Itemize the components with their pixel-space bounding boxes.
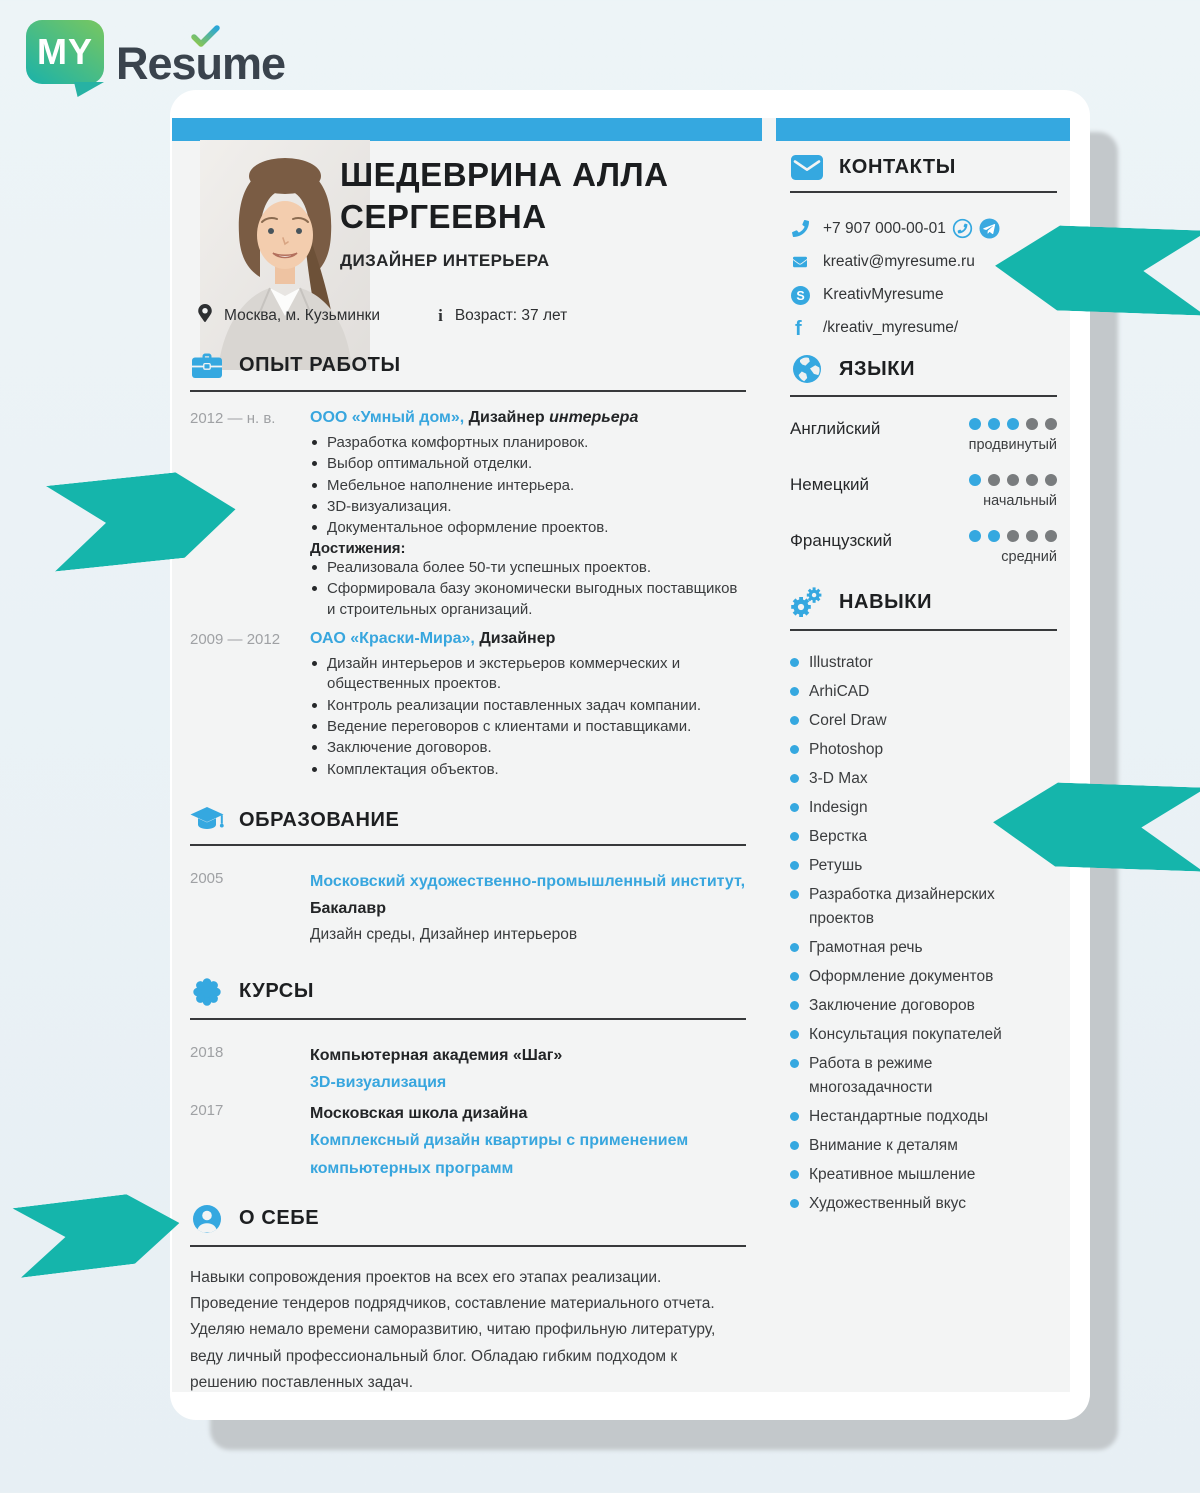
language-level-block: [969, 418, 1057, 453]
language-level-block: [969, 474, 1057, 509]
skill-item: Работа в режиме многозадачности: [790, 1052, 1027, 1100]
level-dot: [988, 474, 1000, 486]
contact-value: +7 907 000-00-01: [823, 219, 946, 237]
education-body: [310, 868, 746, 949]
job-body: [310, 629, 746, 781]
badge-seal-icon: [190, 977, 224, 1007]
education-period: 2005: [190, 870, 224, 888]
skill-item: Corel Draw: [790, 709, 1027, 733]
experience-list: [190, 408, 746, 781]
level-dot: [969, 474, 981, 486]
duty-item: Комплектация объектов.: [310, 760, 746, 780]
telegram-icon[interactable]: [979, 218, 1000, 239]
svg-text:f: f: [795, 318, 802, 338]
email-icon: [790, 255, 810, 269]
person-icon: [190, 1204, 224, 1234]
experience-heading: ОПЫТ РАБОТЫ: [239, 354, 401, 376]
language-name: Французский: [790, 531, 892, 550]
header-accent-bar-right: [776, 118, 1070, 141]
basic-info-row: [198, 304, 567, 327]
course-name[interactable]: Комплексный дизайн квартиры с применением компьютерных программ: [310, 1132, 689, 1177]
duty-item: Дизайн интерьеров и экстерьеров коммерческих и общественных проектов.: [310, 654, 746, 695]
job-body: [310, 408, 746, 621]
duty-item: Документальное оформление проектов.: [310, 518, 746, 538]
section-experience: [190, 352, 746, 781]
header-accent-bar-left: [172, 118, 762, 141]
duty-list: [310, 654, 746, 780]
courses-heading: КУРСЫ: [239, 980, 315, 1003]
course-period: 2017: [190, 1102, 224, 1120]
education-school[interactable]: Московский художественно-промышленный институт,: [310, 873, 746, 891]
level-dot: [1007, 530, 1019, 542]
job-title: [310, 408, 746, 429]
course-period: 2018: [190, 1043, 224, 1061]
whatsapp-icon[interactable]: [952, 218, 973, 239]
education-details: Дизайн среды, Дизайнер интерьеров: [310, 926, 578, 944]
logo-badge: [26, 20, 104, 84]
section-courses: [190, 977, 746, 1182]
level-dot: [1045, 418, 1057, 430]
education-heading: ОБРАЗОВАНИЕ: [239, 808, 400, 831]
duty-item: Разработка комфортных планировок.: [310, 433, 746, 453]
skill-item: Художественный вкус: [790, 1192, 1027, 1216]
course-name[interactable]: 3D-визуализация: [310, 1073, 447, 1091]
logo-wordmark: [116, 38, 285, 90]
contact-item[interactable]: [790, 285, 1057, 305]
skill-item: ArhiCAD: [790, 680, 1027, 704]
languages-heading: ЯЗЫКИ: [839, 357, 916, 380]
education-item: [190, 868, 746, 949]
course-body: [310, 1042, 746, 1096]
info-icon: i: [438, 305, 443, 325]
section-about: [190, 1204, 746, 1397]
course-school: Московская школа дизайна: [310, 1105, 528, 1123]
about-heading: О СЕБЕ: [239, 1207, 320, 1230]
language-item: [790, 474, 1057, 509]
company-name[interactable]: ОАО «Краски-Мира»,: [310, 629, 475, 647]
logo-checkmark-icon: [190, 24, 222, 48]
contact-item[interactable]: [790, 218, 1057, 239]
contact-item[interactable]: [790, 318, 1057, 338]
skill-item: 3-D Max: [790, 767, 1027, 791]
decor-arrow-about: [12, 1188, 183, 1277]
job-role-detail: интерьера: [549, 409, 639, 426]
language-list: [790, 418, 1057, 565]
skype-icon: [790, 286, 810, 305]
level-dot: [1007, 474, 1019, 486]
svg-text:S: S: [795, 288, 805, 303]
level-dot: [1026, 530, 1038, 542]
skill-item: Ретушь: [790, 854, 1027, 878]
job-role: Дизайнер: [468, 409, 545, 426]
logo-badge-text: MY: [37, 31, 93, 72]
location-pin-icon: [198, 304, 212, 327]
language-name: Английский: [790, 419, 881, 438]
duty-item: Ведение переговоров с клиентами и поставщиками.: [310, 717, 746, 737]
section-skills: [790, 587, 1057, 1216]
level-dot: [969, 530, 981, 542]
level-dot: [1007, 418, 1019, 430]
candidate-title: ДИЗАЙНЕР ИНТЕРЬЕРА: [340, 251, 550, 271]
course-body: [310, 1100, 746, 1182]
about-text: Навыки сопровождения проектов на всех его этапах реализации. Проведение тендеров подрядчиков, составление материального отчета. Уделяю немало времени саморазвитию, читаю профильную литературу, веду личный профессиональный блог. Обладаю гибким подходом к решению поставленных задач.: [190, 1268, 716, 1392]
achievement-item: Реализовала более 50-ти успешных проектов.: [310, 558, 746, 578]
myresume-logo[interactable]: [26, 20, 285, 90]
gears-icon: [790, 587, 824, 618]
graduation-cap-icon: [190, 807, 224, 833]
skill-item: Indesign: [790, 796, 1027, 820]
skill-item: Креативное мышление: [790, 1163, 1027, 1187]
level-dot: [988, 418, 1000, 430]
duty-item: 3D-визуализация.: [310, 497, 746, 517]
level-dot: [1026, 474, 1038, 486]
skill-item: Грамотная речь: [790, 936, 1027, 960]
language-dots: [969, 418, 1057, 430]
skill-item: Верстка: [790, 825, 1027, 849]
level-dot: [1045, 474, 1057, 486]
language-item: [790, 418, 1057, 453]
location-text: Москва, м. Кузьминки: [224, 306, 381, 324]
skill-item: Photoshop: [790, 738, 1027, 762]
briefcase-icon: [190, 352, 224, 379]
language-level-label: начальный: [983, 493, 1057, 509]
duty-item: Заключение договоров.: [310, 738, 746, 758]
education-list: [190, 868, 746, 949]
level-dot: [1045, 530, 1057, 542]
language-name: Немецкий: [790, 475, 870, 494]
skill-list: [790, 651, 1057, 1216]
job-period: 2009 — 2012: [190, 630, 281, 648]
envelope-icon: [790, 155, 824, 180]
duty-item: Контроль реализации поставленных задач компании.: [310, 696, 746, 716]
contact-value: KreativMyresume: [823, 286, 944, 303]
course-school: Компьютерная академия «Шаг»: [310, 1046, 563, 1064]
skill-item: Нестандартные подходы: [790, 1105, 1027, 1129]
company-name[interactable]: ООО «Умный дом»,: [310, 409, 465, 426]
contacts-heading: КОНТАКТЫ: [839, 156, 956, 178]
skill-item: Оформление документов: [790, 965, 1027, 989]
language-dots: [969, 474, 1057, 486]
language-item: [790, 530, 1057, 565]
level-dot: [1026, 418, 1038, 430]
experience-item: [190, 629, 746, 781]
duty-list: [310, 433, 746, 539]
achievements-label: Достижения:: [310, 539, 406, 557]
skill-item: Заключение договоров: [790, 994, 1027, 1018]
duty-item: Мебельное наполнение интерьера.: [310, 476, 746, 496]
experience-item: [190, 408, 746, 621]
job-period: 2012 — н. в.: [190, 410, 276, 427]
language-level-block: [969, 530, 1057, 565]
section-languages: [790, 354, 1057, 565]
contact-value: kreativ@myresume.ru: [823, 253, 975, 270]
education-degree: Бакалавр: [310, 900, 386, 918]
contact-value: /kreativ_myresume/: [823, 319, 959, 336]
level-dot: [969, 418, 981, 430]
phone-icon: [790, 220, 810, 237]
achievement-item: Сформировала базу экономически выгодных поставщиков и строительных организаций.: [310, 579, 746, 620]
language-dots: [969, 530, 1057, 542]
resume-card: [170, 90, 1090, 1420]
course-list: [190, 1042, 746, 1182]
skill-item: Консультация покупателей: [790, 1023, 1027, 1047]
language-level-label: продвинутый: [968, 437, 1057, 453]
section-contacts: [790, 155, 1057, 338]
logo-wordmark-text: Resume: [116, 38, 286, 89]
candidate-name: ШЕДЕВРИНА АЛЛА СЕРГЕЕВНА: [340, 156, 669, 236]
course-item: [190, 1100, 746, 1182]
skill-item: Разработка дизайнерских проектов: [790, 883, 1027, 931]
course-item: [190, 1042, 746, 1096]
facebook-icon: [790, 318, 810, 338]
job-role: Дизайнер: [479, 629, 556, 647]
section-education: [190, 807, 746, 949]
age-text: Возраст: 37 лет: [454, 306, 568, 324]
job-title: [310, 629, 746, 650]
language-level-label: средний: [1001, 549, 1057, 565]
duty-item: Выбор оптимальной отделки.: [310, 454, 746, 474]
globe-icon: [790, 354, 824, 384]
level-dot: [988, 530, 1000, 542]
resume-sheet: [172, 118, 1070, 1392]
skills-heading: НАВЫКИ: [839, 591, 933, 613]
achievement-list: [310, 558, 746, 620]
skill-item: Внимание к деталям: [790, 1134, 1027, 1158]
skill-item: Illustrator: [790, 651, 1027, 675]
